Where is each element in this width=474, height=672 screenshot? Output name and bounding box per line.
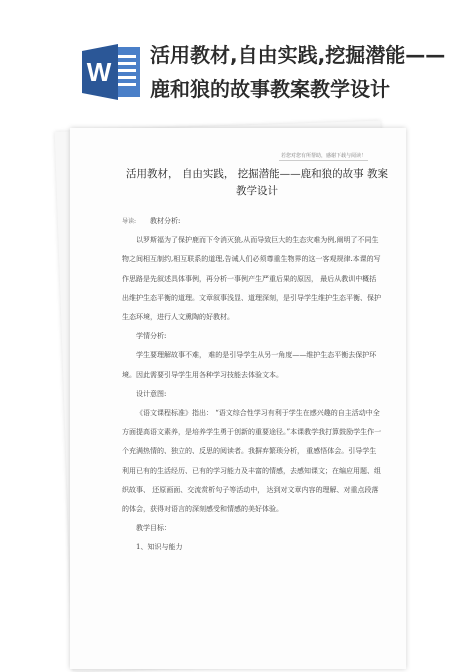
section-heading: 教材分析: xyxy=(150,217,181,225)
word-document-icon xyxy=(82,43,142,101)
list-item-1: 1、知识与能力 xyxy=(136,543,183,552)
banner xyxy=(0,0,474,122)
lead-label: 导读: xyxy=(122,218,137,225)
lead-line xyxy=(122,212,382,231)
download-note: 若您对您有所帮助，感谢下载与阅读！ xyxy=(280,153,366,159)
paragraph-2: 学生要理解故事不难， 难的是引导学生从另一角度——维护生态平衡去保护环境。因此需要引导学生用各种学习技能去体验文本。 xyxy=(122,351,377,379)
heading-2: 学情分析: xyxy=(136,332,167,341)
document-body xyxy=(122,212,382,558)
document-page xyxy=(70,128,406,669)
banner-title: 活用教材,自由实践,挖掘潜能——鹿和狼的故事教案教学设计 xyxy=(150,43,446,101)
paragraph-1: 以罗斯福为了保护鹿而下令消灭狼,从而导致巨大的生态灾难为例,阐明了不同生物之间相互制约,相互联系的道理,告诫人们必须尊重生物界的这一客观规律.本课的写作思路是先叙述具体事例，再分析一事例产生严重后果的原因， 最后从教训中概括出维护生态平衡的道理。文章叙事浅显、道理深刻，是引导学生维护生态平衡、保护生态环境，进行人文熏陶的好教材。 xyxy=(122,236,381,322)
word-logo-letter: W xyxy=(86,57,112,87)
heading-4: 教学目标： xyxy=(136,524,171,533)
document-title: 活用教材， 自由实践， 挖掘潜能——鹿和狼的故事 教案教学设计 xyxy=(125,168,388,197)
heading-3: 设计意图: xyxy=(136,389,167,398)
paragraph-3: 《语文课程标准》指出： “语文综合性学习有利于学生在感兴趣的自主活动中全方面提高语文素养，是培养学生勇于创新的重要途径。”本课教学我打算鼓励学生作一个充满热情的、独立的、反思的阅读者。我摒弃繁琐分析， 重感悟体会。引导学生利用已有的生活经历、已有的学习能力及丰富的情感，去感知课文；在编应用题、组织故事、 还原画面、交流赏析句子等活动中， 达到对文章内容的理解、对重点段落的体会，获得对语言的深刻感受和情感的美好体验。 xyxy=(122,409,382,514)
